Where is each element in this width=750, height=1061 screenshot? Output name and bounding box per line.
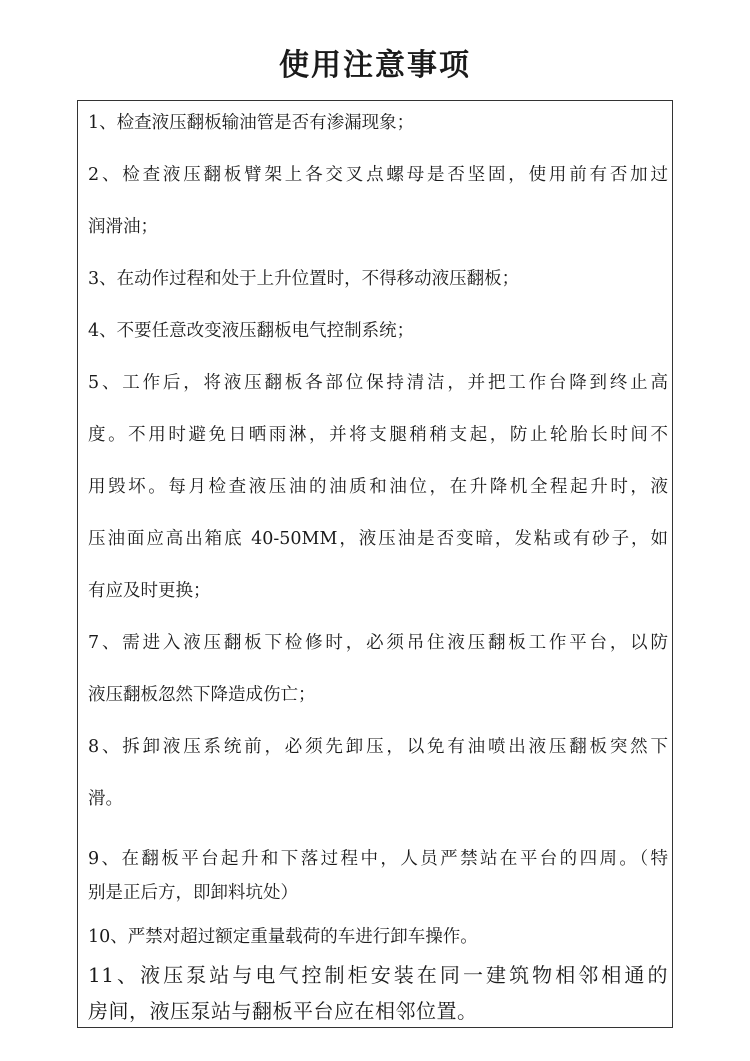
item-11-line-1: 11、液压泵站与电气控制柜安装在同一建筑物相邻相通的 (88, 963, 668, 987)
item-1-line-1: 1、检查液压翻板输油管是否有渗漏现象； (88, 113, 415, 133)
item-7-line-2: 液压翻板忽然下降造成伤亡； (88, 685, 316, 705)
item-5-line-4: 压油面应高出箱底 40-50MM，液压油是否变暗，发粘或有砂子，如 (88, 529, 668, 549)
item-11-line-2: 房间，液压泵站与翻板平台应在相邻位置。 (88, 999, 478, 1023)
item-8-line-1: 8、拆卸液压系统前，必须先卸压，以免有油喷出液压翻板突然下 (88, 737, 668, 757)
item-8-line-2: 滑。 (88, 789, 123, 809)
page-title: 使用注意事项 (279, 48, 471, 83)
item-9-line-2: 别是正后方，即卸料坑处） (88, 883, 298, 903)
item-7-line-1: 7、需进入液压翻板下检修时，必须吊住液压翻板工作平台，以防 (88, 633, 668, 653)
item-5-line-1: 5、工作后，将液压翻板各部位保持清洁，并把工作台降到终止高 (88, 373, 668, 393)
item-5-line-2: 度。不用时避免日晒雨淋，并将支腿稍稍支起，防止轮胎长时间不 (88, 425, 668, 445)
item-10-line-1: 10、严禁对超过额定重量载荷的车进行卸车操作。 (88, 927, 478, 947)
item-5-line-5: 有应及时更换； (88, 581, 211, 601)
item-9-line-1: 9、在翻板平台起升和下落过程中，人员严禁站在平台的四周。（特 (88, 849, 668, 869)
notes-box (77, 100, 673, 1028)
item-5-line-3: 用毁坏。每月检查液压油的油质和油位，在升降机全程起升时，液 (88, 477, 668, 497)
item-3-line-1: 3、在动作过程和处于上升位置时，不得移动液压翻板； (88, 269, 520, 289)
item-4-line-1: 4、不要任意改变液压翻板电气控制系统； (88, 321, 415, 341)
item-2-line-2: 润滑油； (88, 217, 158, 237)
item-2-line-1: 2、检查液压翻板臂架上各交叉点螺母是否坚固，使用前有否加过 (88, 165, 668, 185)
